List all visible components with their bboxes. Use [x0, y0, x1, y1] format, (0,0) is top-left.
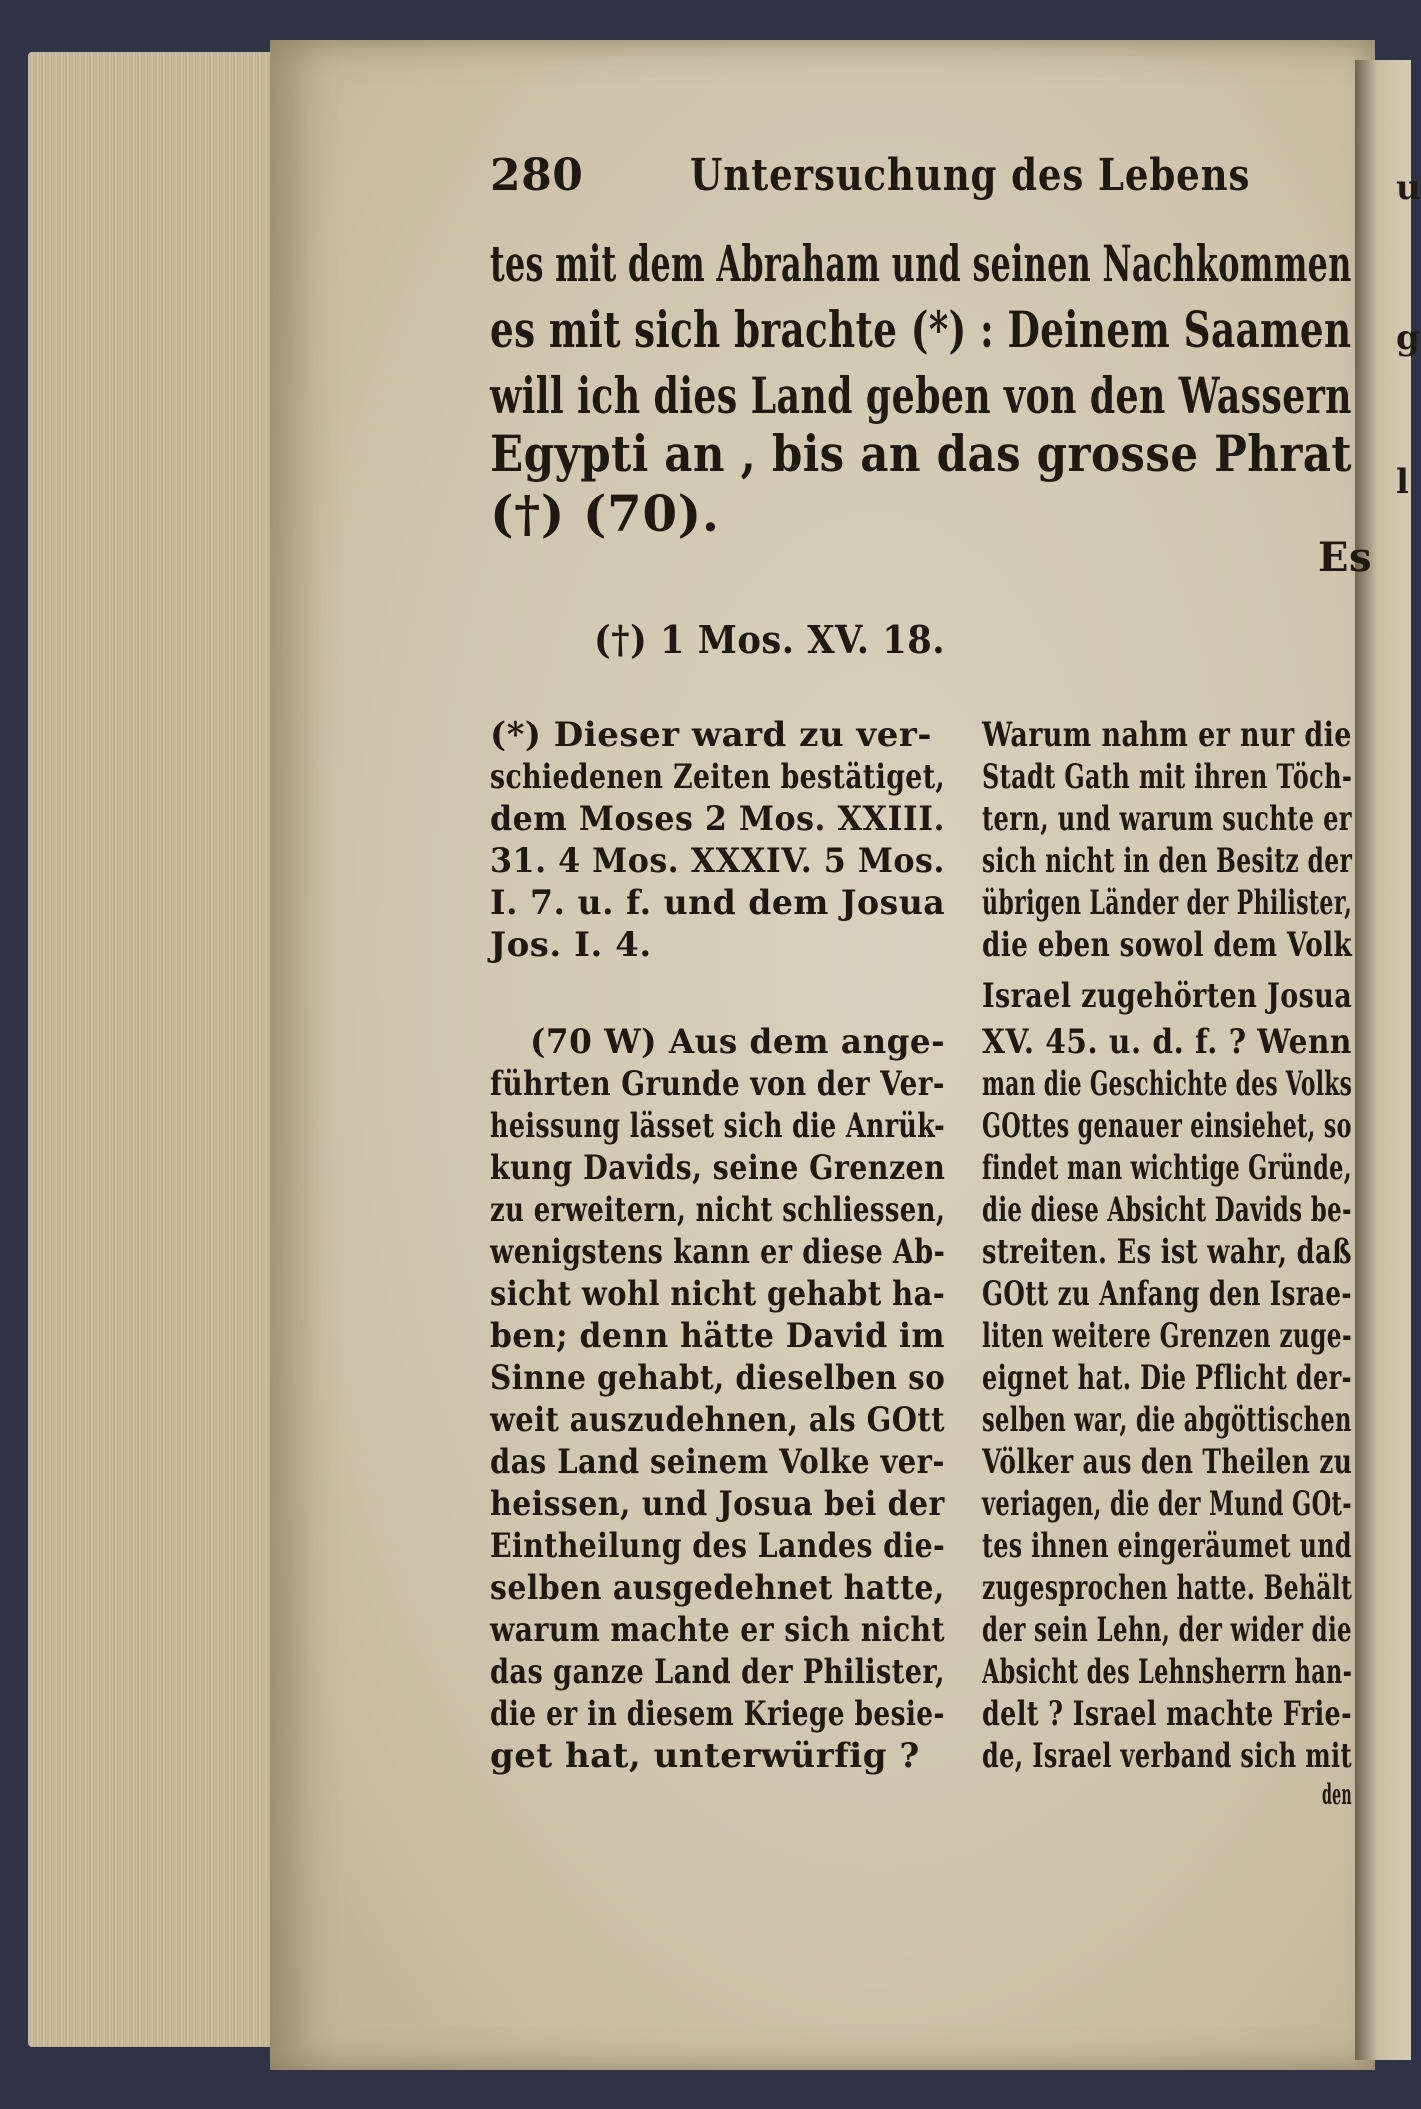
note-line: streiten. Es ist wahr, daß: [982, 1232, 1352, 1272]
note-line: führten Grunde von der Ver-: [490, 1064, 945, 1104]
facing-page-fragment: g: [1396, 318, 1420, 358]
note-line: selben ausgedehnet hatte,: [490, 1568, 945, 1608]
note-line: liten weitere Grenzen zuge-: [982, 1316, 1352, 1356]
note-line: findet man wichtige Gründe,: [982, 1148, 1352, 1188]
note-line: delt ? Israel machte Frie-: [982, 1694, 1353, 1734]
note-line: das Land seinem Volke ver-: [490, 1442, 945, 1482]
note-line: zu erweitern, nicht schliessen,: [490, 1190, 946, 1230]
main-text-line: tes mit dem Abraham und seinen Nachkommen: [490, 234, 1352, 293]
dagger-footnote: (†) 1 Mos. XV. 18.: [594, 617, 946, 662]
note-line: ben; denn hätte David im: [490, 1316, 946, 1356]
note-line: warum machte er sich nicht: [490, 1610, 945, 1650]
note-line: die er in diesem Kriege besie-: [490, 1694, 945, 1734]
note-line: Eintheilung des Landes die-: [490, 1526, 946, 1566]
note-line: die diese Absicht Davids be-: [982, 1190, 1352, 1230]
note-line: Israel zugehörten Josua: [982, 976, 1353, 1016]
note-line: GOttes genauer einsiehet, so: [982, 1106, 1352, 1146]
note-line: das ganze Land der Philister,: [490, 1652, 946, 1692]
note-line: wenigstens kann er diese Ab-: [490, 1232, 946, 1272]
main-text-line: es mit sich brachte (*) : Deinem Saamen: [490, 300, 1352, 359]
note-line: tern, und warum suchte er: [982, 799, 1352, 839]
note-line: eignet hat. Die Pflicht der-: [982, 1358, 1352, 1398]
note-line: 31. 4 Mos. XXXIV. 5 Mos.: [490, 841, 945, 881]
note-line: der sein Lehn, der wider die: [982, 1610, 1352, 1650]
facing-page-edge: [1355, 60, 1411, 2060]
facing-page-fragment: u: [1396, 168, 1421, 208]
note-line: Stadt Gath mit ihren Töch-: [982, 757, 1353, 797]
running-title: Untersuchung des Lebens: [690, 150, 1251, 201]
note-line: (70 W) Aus dem ange-: [530, 1022, 946, 1062]
note-line: selben war, die abgöttischen: [982, 1400, 1352, 1440]
note-line: weit auszudehnen, als GOtt: [490, 1400, 945, 1440]
note-line: Warum nahm er nur die: [982, 715, 1352, 755]
note-line: I. 7. u. f. und dem Josua: [490, 883, 946, 923]
note-line: schiedenen Zeiten bestätiget,: [490, 757, 946, 797]
note-line: (*) Dieser ward zu ver-: [490, 715, 932, 755]
main-text-line: (†) (70).: [490, 484, 720, 543]
facing-page-fragment: l: [1396, 462, 1409, 502]
note-line: übrigen Länder der Philister,: [982, 883, 1353, 923]
note-line: get hat, unterwürfig ?: [490, 1736, 920, 1776]
note-line: man die Geschichte des Volks: [982, 1064, 1353, 1104]
note-line: kung Davids, seine Grenzen: [490, 1148, 946, 1188]
note-line: heissen, und Josua bei der: [490, 1484, 945, 1524]
note-line: die eben sowol dem Volk: [982, 925, 1353, 965]
note-line: zugesprochen hatte. Behält: [982, 1568, 1353, 1608]
catchword: Es: [1318, 534, 1373, 581]
note-line: de, Israel verband sich mit: [982, 1736, 1352, 1776]
note-line: sicht wohl nicht gehabt ha-: [490, 1274, 946, 1314]
note-line: heissung lässet sich die Anrük-: [490, 1106, 946, 1146]
note-line: sich nicht in den Besitz der: [982, 841, 1353, 881]
note-line: tes ihnen eingeräumet und: [982, 1526, 1352, 1566]
page-number: 280: [490, 150, 584, 201]
note-line: veriagen, die der Mund GOt-: [982, 1484, 1352, 1524]
note-catchword: den: [1322, 1778, 1352, 1811]
note-line: Jos. I. 4.: [490, 925, 652, 965]
note-line: Völker aus den Theilen zu: [982, 1442, 1353, 1482]
main-text-line: Egypti an , bis an das grosse Phrat: [490, 424, 1352, 483]
note-line: XV. 45. u. d. f. ? Wenn: [982, 1022, 1352, 1062]
note-line: GOtt zu Anfang den Israe-: [982, 1274, 1352, 1314]
note-line: dem Moses 2 Mos. XXIII.: [490, 799, 946, 839]
note-line: Absicht des Lehnsherrn han-: [982, 1652, 1353, 1692]
main-text-line: will ich dies Land geben von den Wassern: [490, 366, 1352, 425]
note-line: Sinne gehabt, dieselben so: [490, 1358, 946, 1398]
